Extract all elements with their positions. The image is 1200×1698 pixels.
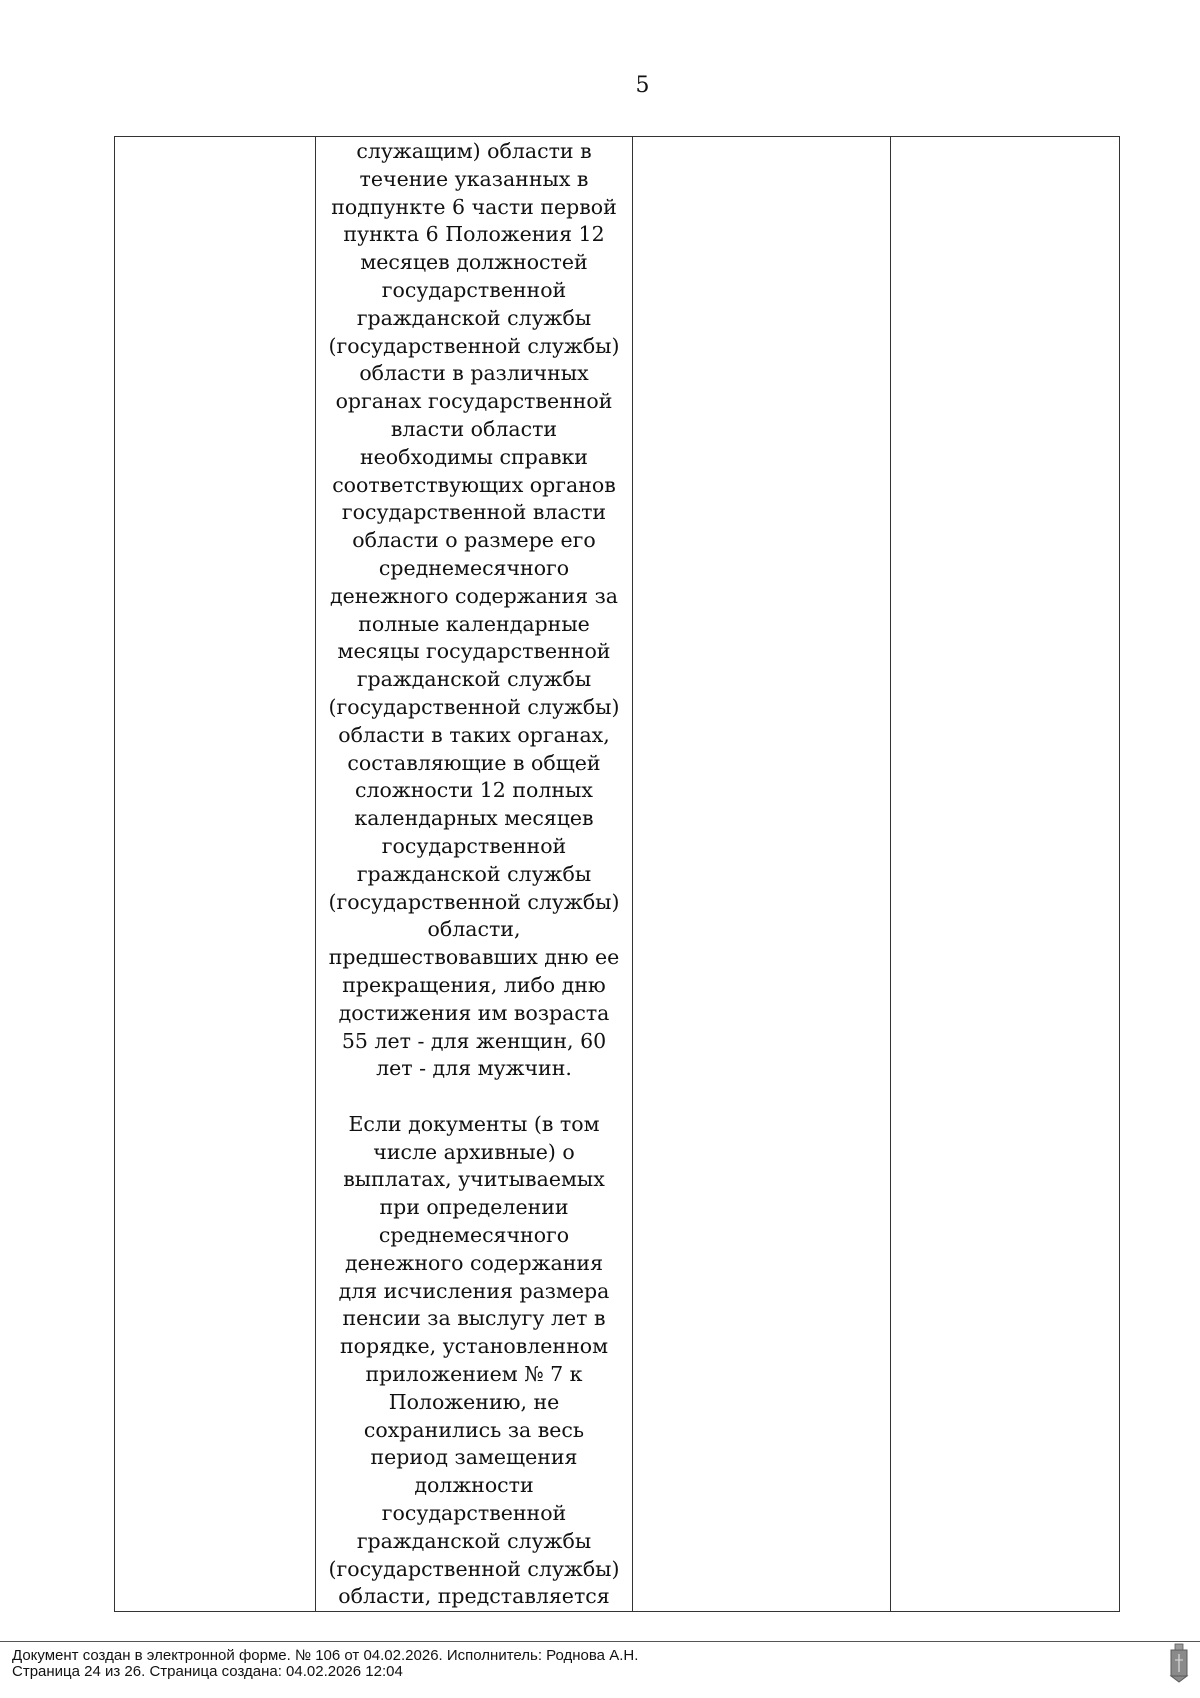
footer-line-1: Документ создан в электронной форме. № 106 от 04.02.2026. Исполнитель: Роднова А.Н.	[12, 1647, 639, 1664]
cell-4-text	[891, 137, 1119, 138]
paragraph-1: служащим) области в течение указанных в подпункте 6 части первой пункта 6 Положения 12 месяцев должностей государственной гражданской службы (государственной службы) области в различных органах государственной власти области необходимы справки соответствующих органов государственной власти области о размере его среднемесячного денежного содержания за полные календарные месяцы государственной гражданской службы (государственной службы) области в таких органах, составляющие в общей сложности 12 полных календарных месяцев государственной гражданской службы (государственной службы) области, предшествовавших дню ее прекращения, либо дню достижения им возраста 55 лет - для женщин, 60 лет - для мужчин.	[328, 139, 620, 1081]
cell-1-text	[115, 137, 315, 138]
footer-divider	[0, 1641, 1200, 1642]
table-cell-2	[316, 137, 633, 1612]
table-row	[115, 137, 1120, 1612]
footer-line-2: Страница 24 из 26. Страница создана: 04.02.2026 12:04	[12, 1663, 403, 1680]
table-cell-4	[891, 137, 1120, 1612]
document-table	[114, 136, 1120, 1612]
paragraph-gap	[324, 1083, 624, 1111]
document-footer	[12, 1648, 638, 1680]
table-cell-1	[115, 137, 316, 1612]
cell-2-text	[316, 137, 632, 1611]
page-number: 5	[635, 73, 650, 98]
regional-emblem-icon	[1166, 1640, 1192, 1684]
cell-3-text	[633, 137, 890, 138]
table-cell-3	[633, 137, 891, 1612]
paragraph-2: Если документы (в том числе архивные) о выплатах, учитываемых при определении среднемесячного денежного содержания для исчисления размера пенсии за выслугу лет в порядке, установленном приложением № 7 к Положению, не сохранились за весь период замещения должности государственной гражданской службы (государственной службы) области, представляется	[328, 1111, 620, 1609]
